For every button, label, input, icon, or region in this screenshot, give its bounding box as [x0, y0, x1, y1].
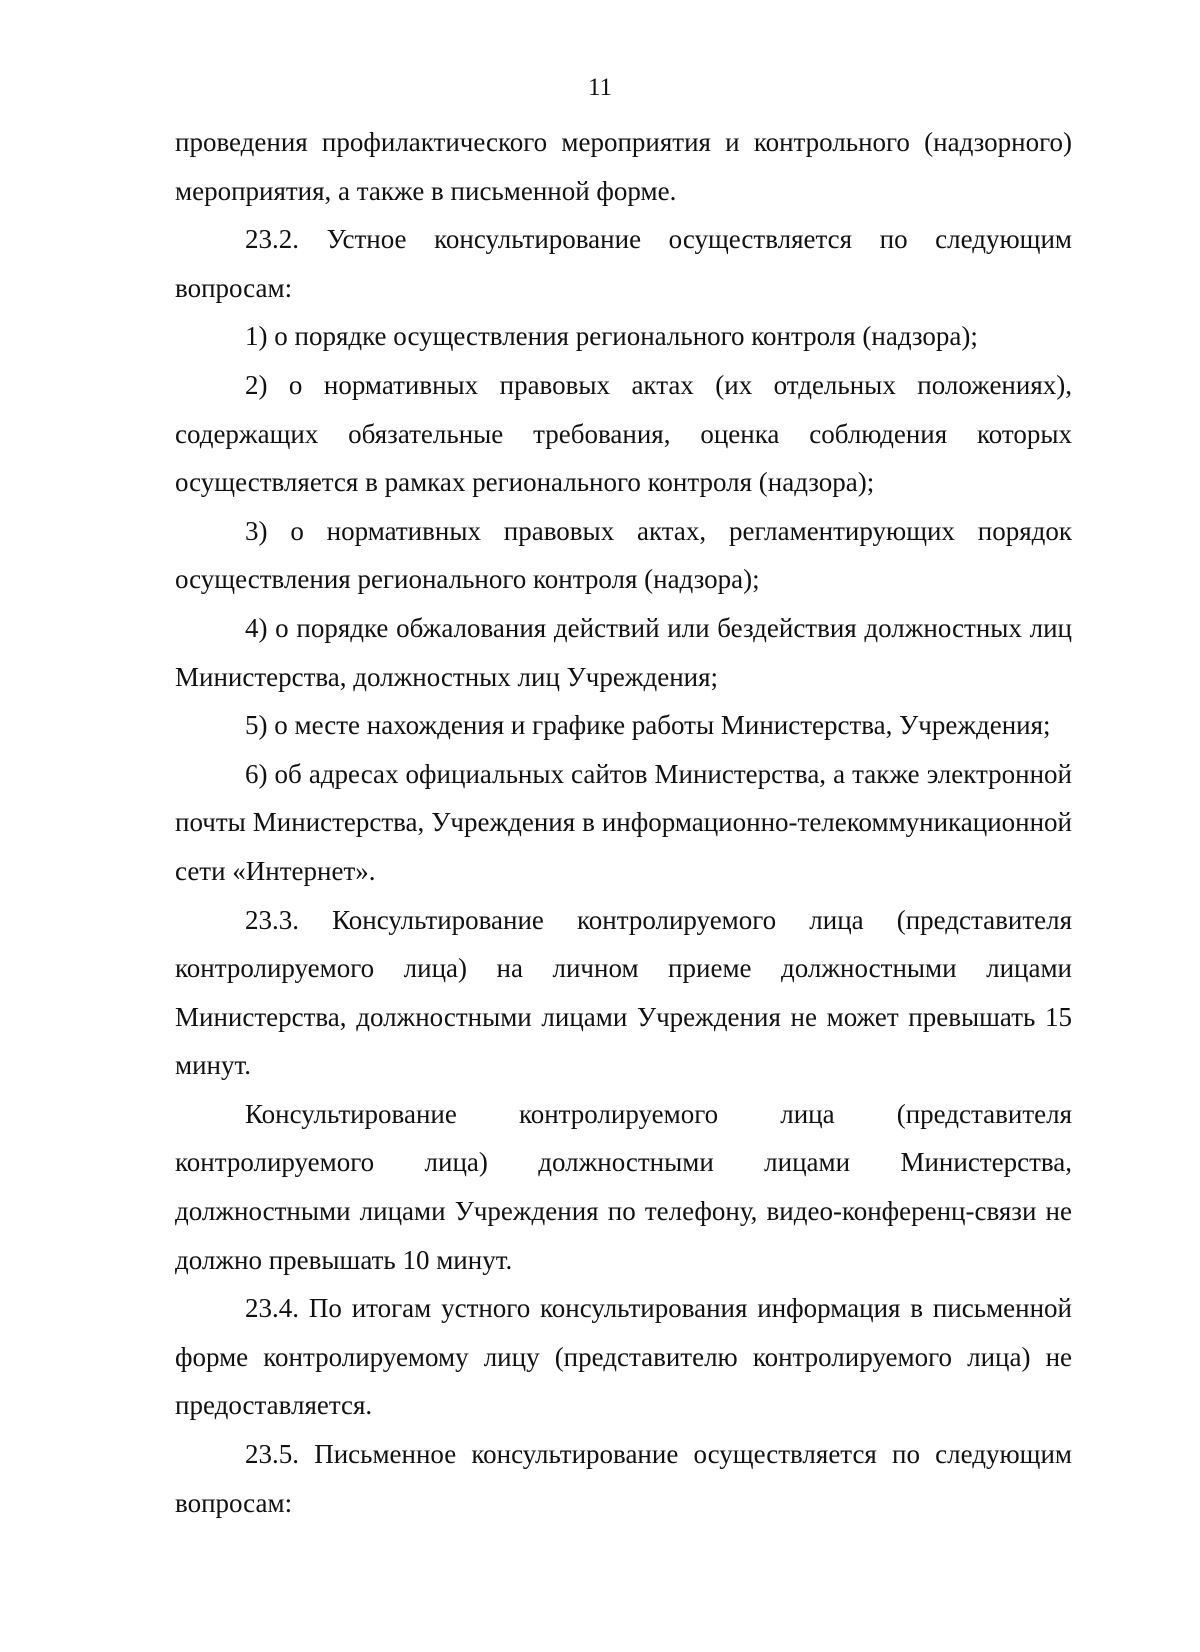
list-item-5: 5) о месте нахождения и графике работы Министерства, Учреждения;	[245, 710, 1051, 741]
paragraph-23-2: 23.2. Устное консультирование осуществляется по следующим вопросам:	[175, 224, 1072, 303]
page-number: 11	[587, 74, 613, 101]
list-item-3: 3) о нормативных правовых актах, регламентирующих порядок осуществления регионального контроля (надзора);	[175, 515, 1072, 595]
paragraph-continuation: проведения профилактического мероприятия и контрольного (надзорного) мероприятия, а также в письменной форме.	[175, 127, 1072, 206]
list-item-1: 1) о порядке осуществления регионального контроля (надзора);	[245, 321, 978, 352]
paragraph-23-3: 23.3. Консультирование контролируемого лица (представителя контролируемого лица) на личном приеме должностными лицами Министерства, должностными лицами Учреждения не может превышать 15 минут.	[175, 904, 1072, 1081]
list-item-4: 4) о порядке обжалования действий или бездействия должностных лиц Министерства, должностных лиц Учреждения;	[175, 612, 1072, 692]
document-body	[175, 118, 1072, 1527]
paragraph-23-4: 23.4. По итогам устного консультирования информация в письменной форме контролируемому лицу (представителю контролируемого лица) не предоставляется.	[175, 1293, 1072, 1421]
list-item-2: 2) о нормативных правовых актах (их отдельных положениях), содержащих обязательные требования, оценка соблюдения которых осуществляется в рамках регионального контроля (надзора);	[175, 369, 1072, 498]
paragraph-consultation-phone: Консультирование контролируемого лица (представителя контролируемого лица) должностными лицами Министерства, должностными лицами Учреждения по телефону, видео-конференц-связи не должно превышать 10 минут.	[175, 1098, 1072, 1275]
list-item-6: 6) об адресах официальных сайтов Министерства, а также электронной почты Министерства, Учреждения в информационно-телекоммуникационной сети «Интернет».	[175, 758, 1072, 886]
paragraph-23-5: 23.5. Письменное консультирование осуществляется по следующим вопросам:	[175, 1439, 1072, 1518]
